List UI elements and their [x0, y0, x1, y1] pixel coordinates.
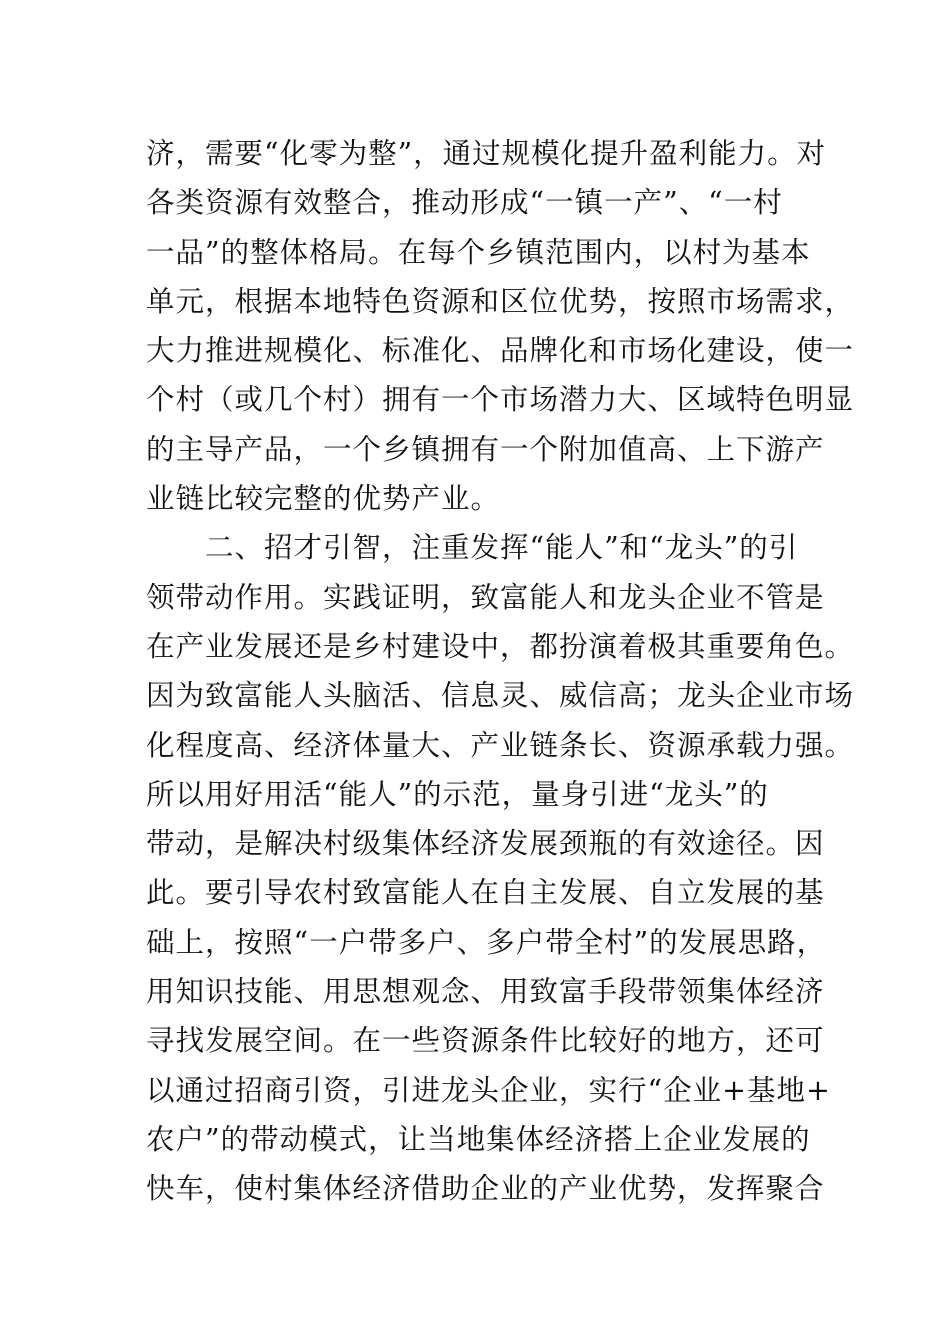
- text-line: 寻找发展空间。在一些资源条件比较好的地方，还可: [146, 1024, 825, 1058]
- body-text: [146, 129, 855, 1214]
- text-line: 单元，根据本地特色资源和区位优势，按照市场需求，: [146, 284, 855, 318]
- section-heading-line: 二、招才引智，注重发挥“能人”和“龙头”的引: [146, 531, 799, 565]
- text-line: 用知识技能、用思想观念、用致富手段带领集体经济: [146, 975, 825, 1009]
- text-line: 在产业发展还是乡村建设中，都扮演着极其重要角色。: [146, 629, 855, 663]
- text-line: 带动，是解决村级集体经济发展颈瓶的有效途径。因: [146, 827, 825, 861]
- text-line: 化程度高、经济体量大、产业链条长、资源承载力强。: [146, 728, 855, 762]
- text-line: 业链比较完整的优势产业。: [146, 482, 501, 516]
- text-line: 础上，按照“一户带多户、多户带全村”的发展思路，: [146, 925, 827, 959]
- text-line: 快车，使村集体经济借助企业的产业优势，发挥聚合: [146, 1172, 825, 1206]
- text-line: 一品”的整体格局。在每个乡镇范围内，以村为基本: [146, 235, 811, 269]
- text-line: 济，需要“化零为整”，通过规模化提升盈利能力。对: [146, 137, 827, 170]
- text-line: 大力推进规模化、标准化、品牌化和市场化建设，使一: [146, 334, 855, 368]
- text-line: 个村（或几个村）拥有一个市场潜力大、区域特色明显: [146, 383, 855, 417]
- text-line: 所以用好用活“能人”的示范，量身引进“龙头”的: [146, 777, 769, 811]
- text-line: 各类资源有效整合，推动形成“一镇一产”、“一村: [146, 186, 783, 220]
- text-line: 的主导产品，一个乡镇拥有一个附加值高、上下游产: [146, 432, 825, 466]
- text-line: 此。要引导农村致富能人在自主发展、自立发展的基: [146, 876, 825, 910]
- text-line: 农户”的带动模式，让当地集体经济搭上企业发展的: [146, 1122, 811, 1156]
- text-line: 以通过招商引资，引进龙头企业，实行“企业+基地+: [146, 1073, 831, 1107]
- text-line: 因为致富能人头脑活、信息灵、威信高；龙头企业市场: [146, 679, 855, 713]
- text-line: 领带动作用。实践证明，致富能人和龙头企业不管是: [146, 580, 825, 614]
